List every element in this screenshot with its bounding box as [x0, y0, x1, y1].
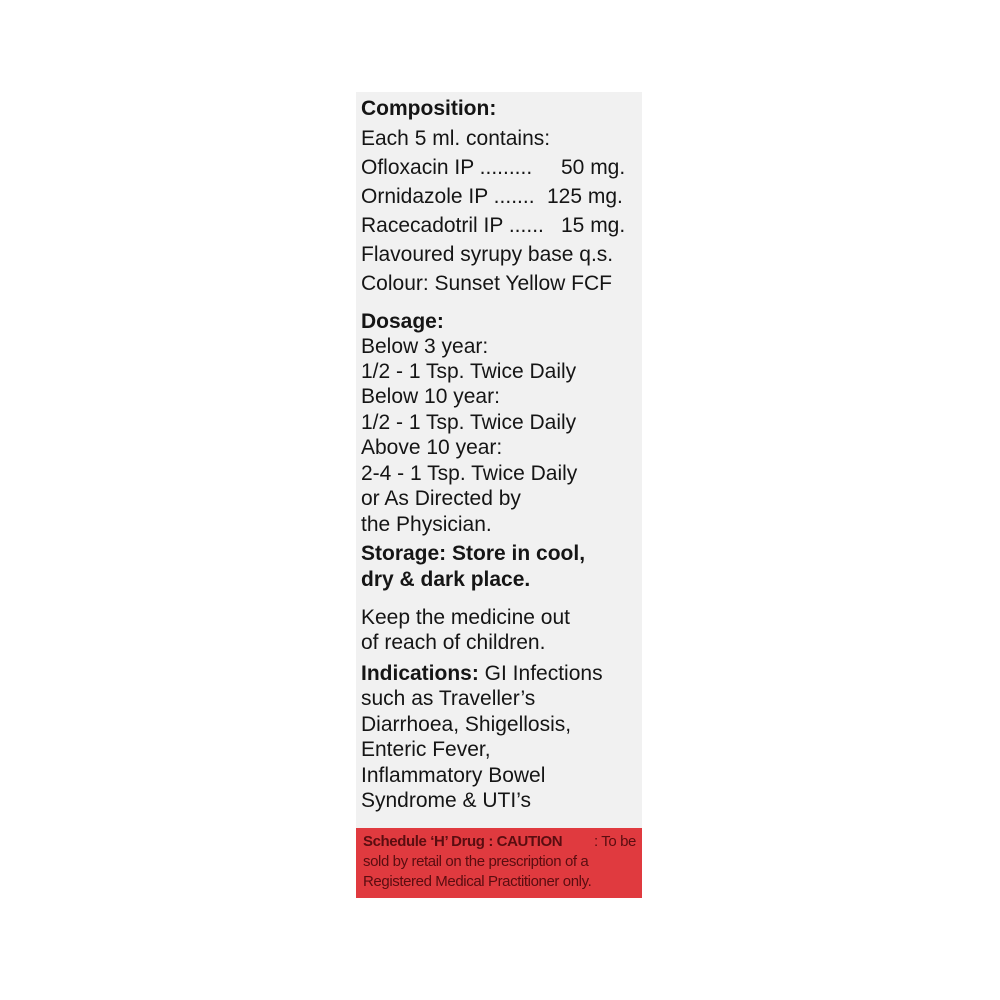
storage-text: Storage: Store in cool,	[361, 542, 586, 565]
dosage-line: or As Directed by	[361, 487, 521, 510]
product-label-panel	[356, 92, 642, 898]
indications-line: Diarrhoea, Shigellosis,	[361, 713, 572, 736]
caution-bold-text: Schedule ‘H’ Drug : CAUTION	[363, 833, 563, 850]
keep-away-text: of reach of children.	[361, 631, 546, 654]
indications-line: such as Traveller’s	[361, 687, 536, 710]
caution-line: Registered Medical Practitioner only.	[363, 873, 592, 890]
ingredient-amount: 15 mg.	[561, 214, 626, 237]
dosage-line: Below 3 year:	[361, 335, 489, 358]
keep-away-text: Keep the medicine out	[361, 606, 570, 629]
indications-line: Inflammatory Bowel	[361, 764, 546, 787]
dosage-heading: Dosage:	[361, 310, 444, 333]
ingredient-amount: 50 mg.	[561, 156, 626, 179]
composition-base: Flavoured syrupy base q.s.	[361, 243, 614, 266]
composition-item	[361, 213, 626, 239]
composition-intro: Each 5 ml. contains:	[361, 127, 551, 150]
dosage-line: 2-4 - 1 Tsp. Twice Daily	[361, 462, 578, 485]
dosage-line: 1/2 - 1 Tsp. Twice Daily	[361, 411, 577, 434]
ingredient-amount: 125 mg.	[547, 185, 623, 208]
schedule-h-caution-box	[356, 828, 642, 898]
composition-item	[361, 155, 626, 181]
caution-line: sold by retail on the prescription of a	[363, 853, 589, 870]
indications-text: GI Infections	[478, 662, 603, 685]
storage-text: dry & dark place.	[361, 568, 531, 591]
caution-text: : To be	[594, 833, 636, 850]
ingredient-name: Ofloxacin IP .........	[361, 156, 533, 179]
composition-heading: Composition:	[361, 97, 497, 120]
indications-line: Enteric Fever,	[361, 738, 491, 761]
dosage-line: Above 10 year:	[361, 436, 503, 459]
ingredient-name: Ornidazole IP .......	[361, 185, 535, 208]
indications-first-line	[361, 661, 603, 687]
indications-label: Indications:	[361, 662, 479, 685]
indications-line: Syndrome & UTI’s	[361, 789, 531, 812]
dosage-line: Below 10 year:	[361, 385, 500, 408]
dosage-line: 1/2 - 1 Tsp. Twice Daily	[361, 360, 577, 383]
composition-colour: Colour: Sunset Yellow FCF	[361, 272, 612, 295]
composition-item	[361, 184, 623, 210]
caution-line	[363, 832, 636, 852]
dosage-line: the Physician.	[361, 513, 492, 536]
ingredient-name: Racecadotril IP ......	[361, 214, 544, 237]
